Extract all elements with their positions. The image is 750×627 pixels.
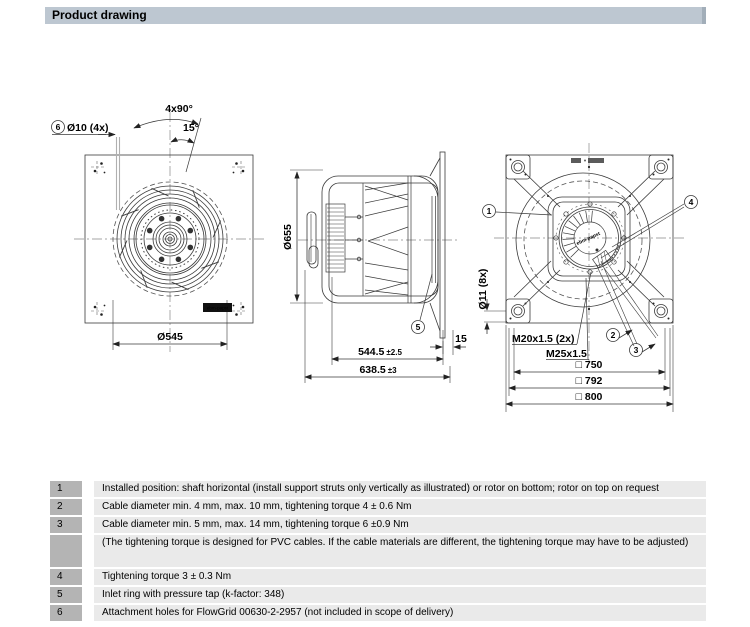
- svg-text:2: 2: [610, 330, 616, 340]
- note-text: Inlet ring with pressure tap (k-factor: 348): [94, 587, 706, 603]
- rear-centerlines: [494, 143, 686, 362]
- notes-table: [50, 481, 706, 623]
- svg-text:Ø655: Ø655: [282, 224, 294, 250]
- callout-3: [630, 344, 656, 357]
- table-row: [50, 481, 706, 497]
- table-row: [50, 605, 706, 621]
- table-row: [50, 535, 706, 567]
- note-number: [50, 535, 82, 567]
- note-text: Tightening torque 3 ± 0.3 Nm: [94, 569, 706, 585]
- table-row: [50, 569, 706, 585]
- svg-text:Ø11 (8x): Ø11 (8x): [477, 268, 489, 310]
- svg-text:5: 5: [415, 322, 421, 332]
- note-number: 2: [50, 499, 82, 515]
- front-angle-label: 4x90°: [165, 103, 193, 115]
- table-row: [50, 587, 706, 603]
- svg-text:□ 792: □ 792: [575, 375, 603, 387]
- page-title: Product drawing: [52, 8, 147, 22]
- svg-text:M20x1.5 (2x): M20x1.5 (2x): [512, 333, 575, 345]
- svg-text:□ 750: □ 750: [575, 359, 603, 371]
- rear-view: [477, 143, 698, 412]
- note-number: 6: [50, 605, 82, 621]
- svg-text:□ 800: □ 800: [575, 391, 603, 403]
- side-impeller: [363, 176, 436, 303]
- side-motor: [307, 204, 363, 272]
- brand-logo: [203, 303, 232, 312]
- note-text: Installed position: shaft horizontal (install support struts only vertically as illustrated) or rotor on bottom; rotor on top on request: [94, 481, 706, 497]
- gland-labels: [512, 272, 591, 360]
- svg-text:Ø545: Ø545: [157, 331, 183, 343]
- svg-text:M25x1.5: M25x1.5: [546, 348, 587, 360]
- table-row: [50, 499, 706, 515]
- rear-holes-dim: [477, 269, 506, 334]
- svg-text:1: 1: [486, 206, 492, 216]
- note-text: Cable diameter min. 5 mm, max. 14 mm, tightening torque 6 ±0.9 Nm: [94, 517, 706, 533]
- svg-text:4: 4: [688, 197, 694, 207]
- svg-text:ebm-papst: ebm-papst: [206, 305, 229, 311]
- note-number: 3: [50, 517, 82, 533]
- note-text: (The tightening torque is designed for PVC cables. If the cable materials are different, the tightening torque may have to be adjusted): [94, 535, 706, 567]
- svg-text:15: 15: [455, 333, 467, 345]
- flowgrid-hole-lines: [117, 137, 120, 210]
- side-housing: [322, 176, 438, 303]
- front-view: [52, 103, 265, 352]
- side-wall-plate: [440, 152, 445, 338]
- note-text: Attachment holes for FlowGrid 00630-2-2957 (not included in scope of delivery): [94, 605, 706, 621]
- callout-6: [52, 121, 65, 134]
- svg-text:3: 3: [633, 345, 639, 355]
- svg-text:6: 6: [55, 122, 61, 132]
- front-angle2-label: 15°: [183, 122, 199, 134]
- svg-text:544.5±2.5: 544.5 ±2.5: [358, 346, 402, 358]
- note-number: 5: [50, 587, 82, 603]
- front-hole-label: Ø10 (4x): [67, 122, 109, 134]
- side-diameter-dim: [282, 170, 323, 303]
- side-view: [282, 152, 467, 383]
- callout-2: [607, 329, 633, 342]
- note-number: 1: [50, 481, 82, 497]
- table-row: [50, 517, 706, 533]
- callout-5: [412, 274, 433, 334]
- motor-label: ebm-papst: [575, 231, 602, 247]
- callout-1: [483, 205, 553, 218]
- rear-stamp: [571, 158, 604, 163]
- svg-text:638.5±3: 638.5 ±3: [359, 364, 397, 376]
- note-number: 4: [50, 569, 82, 585]
- note-text: Cable diameter min. 4 mm, max. 10 mm, tightening torque 4 ± 0.6 Nm: [94, 499, 706, 515]
